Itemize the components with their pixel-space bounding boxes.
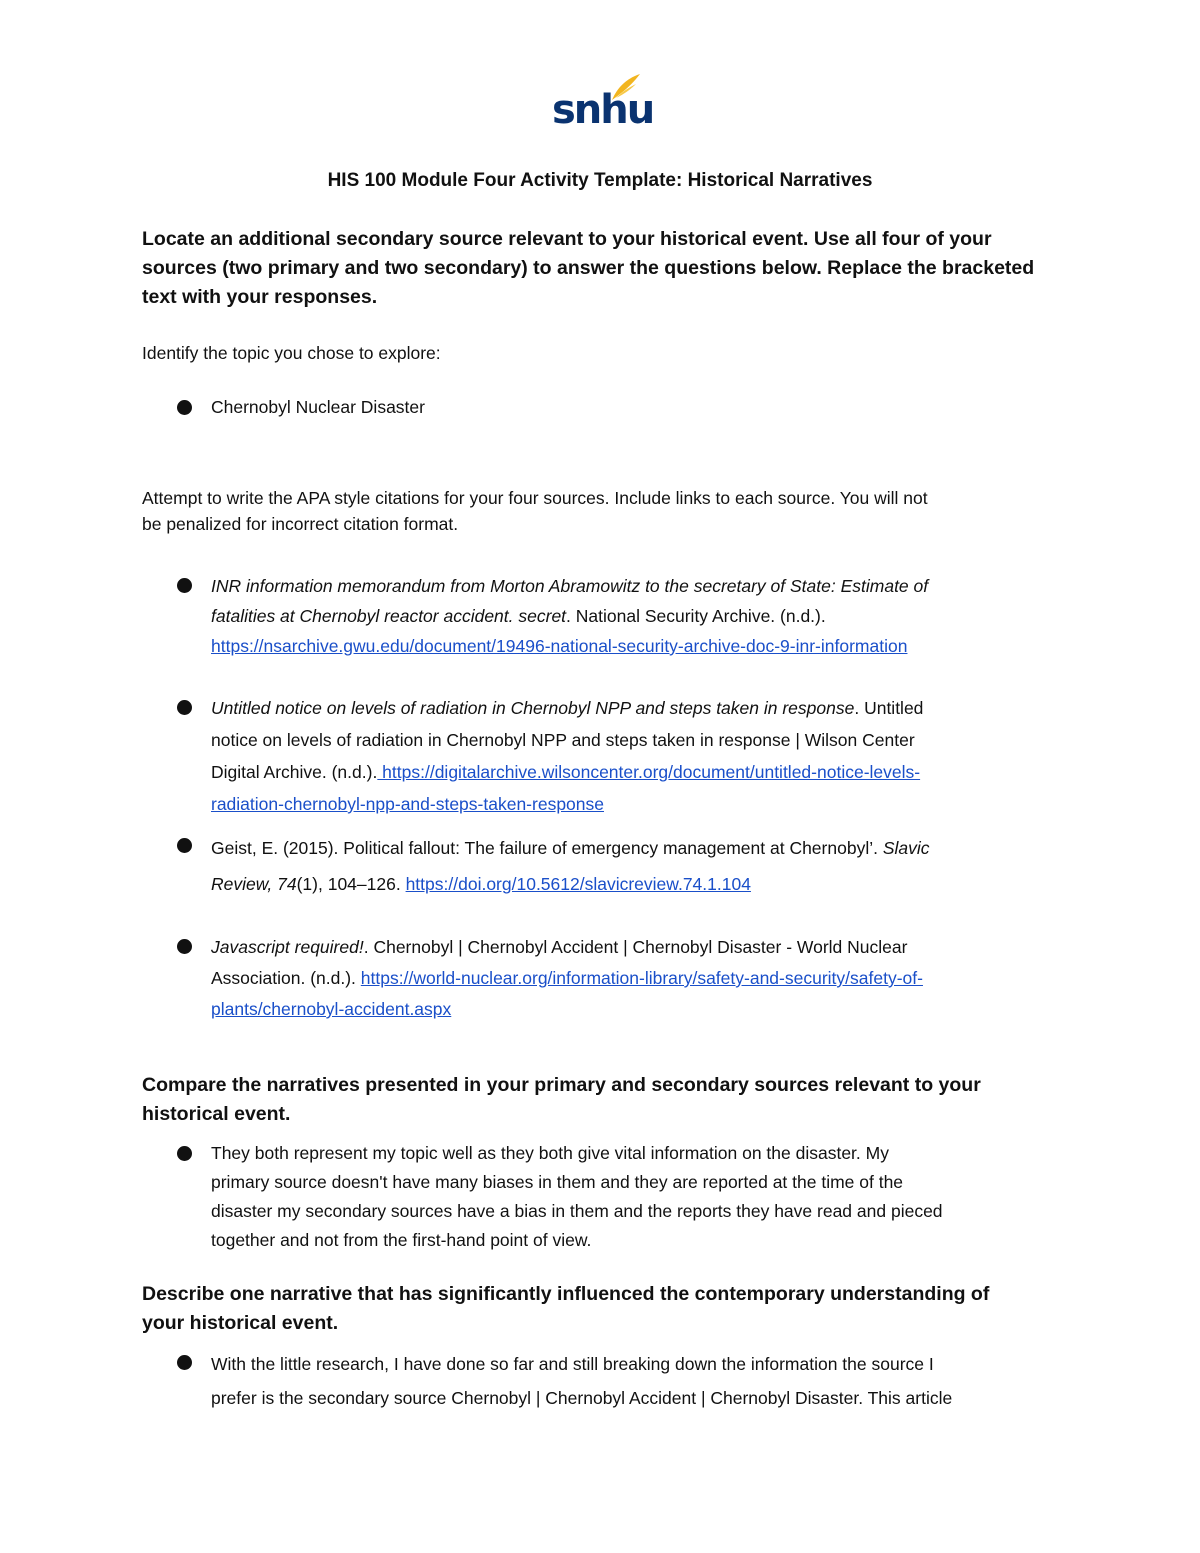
topic-label: Identify the topic you chose to explore: xyxy=(142,343,441,363)
answer-line: disaster my secondary sources have a bias in them and the reports they have read and pieced xyxy=(211,1201,943,1221)
citation-title: Untitled notice on levels of radiation in Chernobyl NPP and steps taken in response xyxy=(211,698,855,718)
compare-prompt-line: Compare the narratives presented in your primary and secondary sources relevant to your xyxy=(142,1074,981,1096)
citation-link[interactable]: https://nsarchive.gwu.edu/document/19496-national-security-archive-doc-9-inr-information xyxy=(211,636,908,656)
snhu-logo xyxy=(552,72,654,138)
citation-text: Digital Archive. (n.d.). xyxy=(211,762,378,782)
citation-journal: Review, 74 xyxy=(211,874,297,894)
describe-prompt-line: Describe one narrative that has significantly influenced the contemporary understanding of xyxy=(142,1283,990,1305)
answer-line: They both represent my topic well as they both give vital information on the disaster. My xyxy=(211,1143,889,1163)
citations-prompt xyxy=(142,485,1072,537)
logo-text: snhu xyxy=(552,87,654,133)
page-title: HIS 100 Module Four Activity Template: Historical Narratives xyxy=(327,170,873,191)
citation-text: (1), 104–126. xyxy=(296,874,406,894)
citation-link[interactable]: radiation-chernobyl-npp-and-steps-taken-response xyxy=(211,794,604,814)
compare-answer xyxy=(211,1139,1071,1255)
bullet-icon xyxy=(177,578,195,596)
describe-prompt xyxy=(142,1280,1072,1338)
describe-prompt-line: your historical event. xyxy=(142,1312,339,1334)
answer-line: With the little research, I have done so far and still breaking down the information the source I xyxy=(211,1354,934,1374)
instructions xyxy=(142,225,1072,312)
citations-prompt-line: be penalized for incorrect citation format. xyxy=(142,514,459,534)
citation-text: . Chernobyl | Chernobyl Accident | Chernobyl Disaster - World Nuclear xyxy=(363,937,908,957)
instructions-line: text with your responses. xyxy=(142,286,378,308)
citation-1 xyxy=(211,571,1071,661)
citations-prompt-line: Attempt to write the APA style citations for your four sources. Include links to each source. You will not xyxy=(142,488,928,508)
describe-answer xyxy=(211,1347,1071,1415)
answer-line: together and not from the first-hand point of view. xyxy=(211,1230,592,1250)
citation-title: INR information memorandum from Morton Abramowitz to the secretary of State: Estimate of xyxy=(211,576,929,596)
bullet-icon xyxy=(177,838,195,856)
citation-text: notice on levels of radiation in Chernobyl NPP and steps taken in response | Wilson Center xyxy=(211,730,915,750)
bullet-icon xyxy=(177,400,195,418)
citation-link[interactable]: https://digitalarchive.wilsoncenter.org/document/untitled-notice-levels- xyxy=(377,762,921,782)
bullet-icon xyxy=(177,1355,195,1373)
citation-title: Javascript required! xyxy=(211,937,364,957)
citation-2 xyxy=(211,692,1071,820)
answer-line: primary source doesn't have many biases in them and they are reported at the time of the xyxy=(211,1172,904,1192)
citation-publisher: . National Security Archive. (n.d.). xyxy=(566,606,826,626)
citation-title: fatalities at Chernobyl reactor accident. secret xyxy=(211,606,567,626)
citation-4 xyxy=(211,932,1071,1025)
citation-link[interactable]: https://world-nuclear.org/information-library/safety-and-security/safety-of- xyxy=(360,968,923,988)
citation-3 xyxy=(211,830,1071,902)
bullet-icon xyxy=(177,939,195,957)
compare-prompt xyxy=(142,1071,1072,1129)
instructions-line: Locate an additional secondary source relevant to your historical event. Use all four of your xyxy=(142,228,992,250)
instructions-line: sources (two primary and two secondary) to answer the questions below. Replace the bracketed xyxy=(142,257,1035,279)
compare-prompt-line: historical event. xyxy=(142,1103,291,1125)
citation-text: . Untitled xyxy=(854,698,924,718)
citation-text: Geist, E. (2015). Political fallout: The failure of emergency management at Chernobyl’. xyxy=(211,838,883,858)
topic-value: Chernobyl Nuclear Disaster xyxy=(211,397,425,417)
bullet-icon xyxy=(177,700,195,718)
citation-text: Association. (n.d.). xyxy=(211,968,361,988)
citation-link[interactable]: plants/chernobyl-accident.aspx xyxy=(211,999,452,1019)
answer-line: prefer is the secondary source Chernobyl | Chernobyl Accident | Chernobyl Disaster. This article xyxy=(211,1388,953,1408)
citation-journal: Slavic xyxy=(882,838,930,858)
bullet-icon xyxy=(177,1146,195,1164)
citation-link[interactable]: https://doi.org/10.5612/slavicreview.74.1.104 xyxy=(405,874,751,894)
